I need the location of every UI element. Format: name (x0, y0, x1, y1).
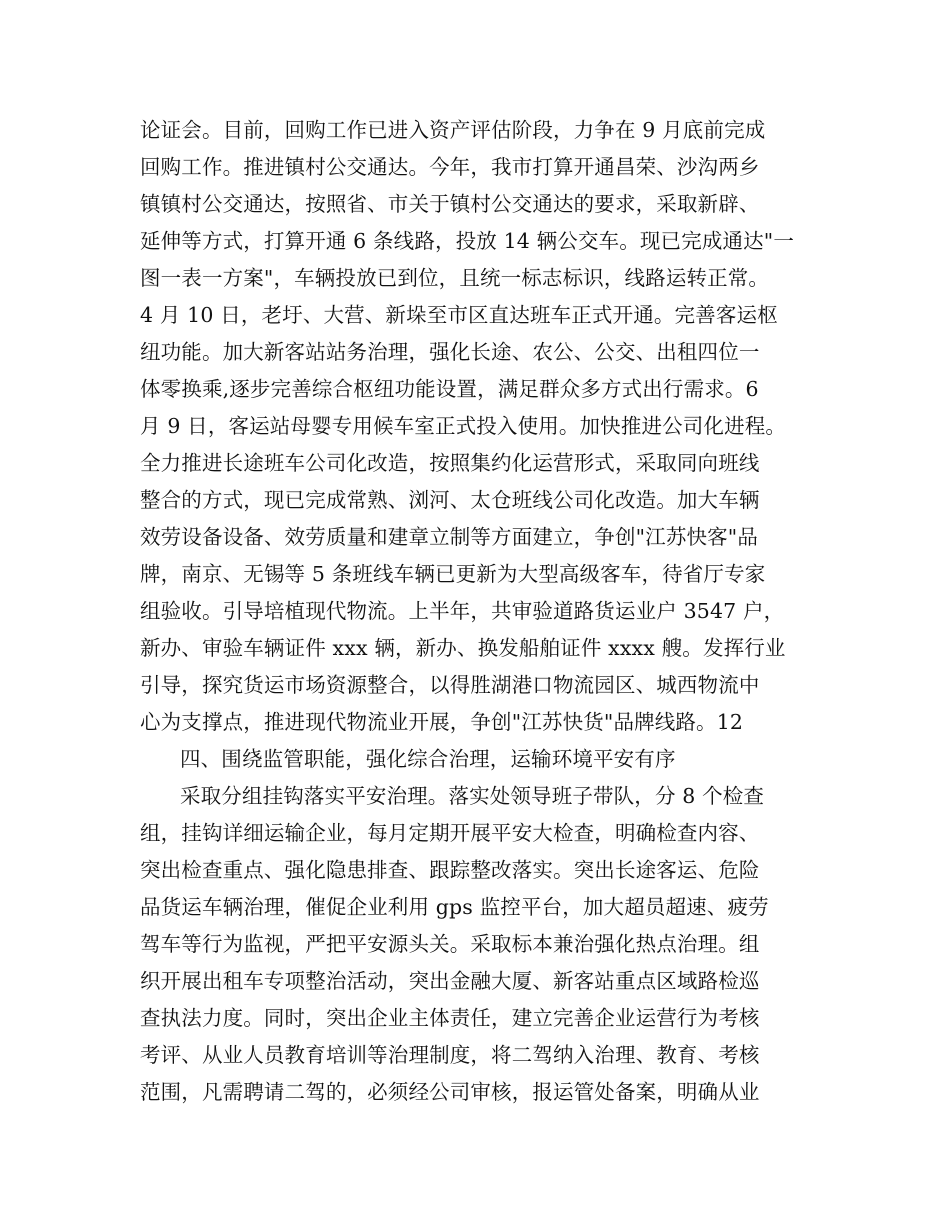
text-line: 延伸等方式，打算开通 6 条线路，投放 14 辆公交车。现已完成通达"一 (140, 229, 795, 253)
text-line: 镇镇村公交通达，按照省、市关于镇村公交通达的要求，采取新辟、 (140, 192, 760, 216)
text-line: 引导，探究货运市场资源整合，以得胜湖港口物流园区、城西物流中 (140, 673, 760, 697)
text-line: 突出检查重点、强化隐患排查、跟踪整改落实。突出长途客运、危险 (140, 858, 760, 882)
text-line: 论证会。目前，回购工作已进入资产评估阶段，力争在 9 月底前完成 (140, 118, 766, 142)
section-heading: 四、围绕监管职能，强化综合治理，运输环境平安有序 (180, 747, 676, 771)
text-line: 整合的方式，现已完成常熟、浏河、太仓班线公司化改造。加大车辆 (140, 488, 760, 512)
text-line: 全力推进长途班车公司化改造，按照集约化运营形式，采取同向班线 (140, 451, 760, 475)
text-line: 考评、从业人员教育培训等治理制度，将二驾纳入治理、教育、考核 (140, 1043, 760, 1067)
text-line: 体零换乘,逐步完善综合枢纽功能设置，满足群众多方式出行需求。6 (140, 377, 759, 401)
text-line: 品货运车辆治理，催促企业利用 gps 监控平台，加大超员超速、疲劳 (140, 895, 769, 919)
text-line: 组，挂钩详细运输企业，每月定期开展平安大检查，明确检查内容、 (140, 821, 760, 845)
text-line: 图一表一方案"，车辆投放已到位，且统一标志标识，线路运转正常。 (140, 266, 770, 290)
text-line: 牌，南京、无锡等 5 条班线车辆已更新为大型高级客车，待省厅专家 (140, 562, 766, 586)
text-line: 心为支撑点，推进现代物流业开展，争创"江苏快货"品牌线路。12 (140, 710, 744, 734)
text-line: 采取分组挂钩落实平安治理。落实处领导班子带队，分 8 个检查 (180, 784, 765, 808)
text-line: 查执法力度。同时，突出企业主体责任，建立完善企业运营行为考核 (140, 1006, 760, 1030)
text-line: 组验收。引导培植现代物流。上半年，共审验道路货运业户 3547 户， (140, 599, 785, 623)
text-line: 回购工作。推进镇村公交通达。今年，我市打算开通昌荣、沙沟两乡 (140, 155, 760, 179)
text-line: 织开展出租车专项整治活动，突出金融大厦、新客站重点区域路检巡 (140, 969, 760, 993)
text-line: 纽功能。加大新客站站务治理，强化长途、农公、公交、出租四位一 (140, 340, 760, 364)
text-line: 范围，凡需聘请二驾的，必须经公司审核，报运管处备案，明确从业 (140, 1080, 760, 1104)
text-line: 4 月 10 日，老圩、大营、新垛至市区直达班车正式开通。完善客运枢 (140, 303, 778, 327)
text-line: 新办、审验车辆证件 xxx 辆，新办、换发船舶证件 xxxx 艘。发挥行业 (140, 636, 786, 660)
text-line: 驾车等行为监视，严把平安源头关。采取标本兼治强化热点治理。组 (140, 932, 760, 956)
text-line: 月 9 日，客运站母婴专用候车室正式投入使用。加快推进公司化进程。 (140, 414, 787, 438)
text-line: 效劳设备设备、效劳质量和建章立制等方面建立，争创"江苏快客"品 (140, 525, 759, 549)
